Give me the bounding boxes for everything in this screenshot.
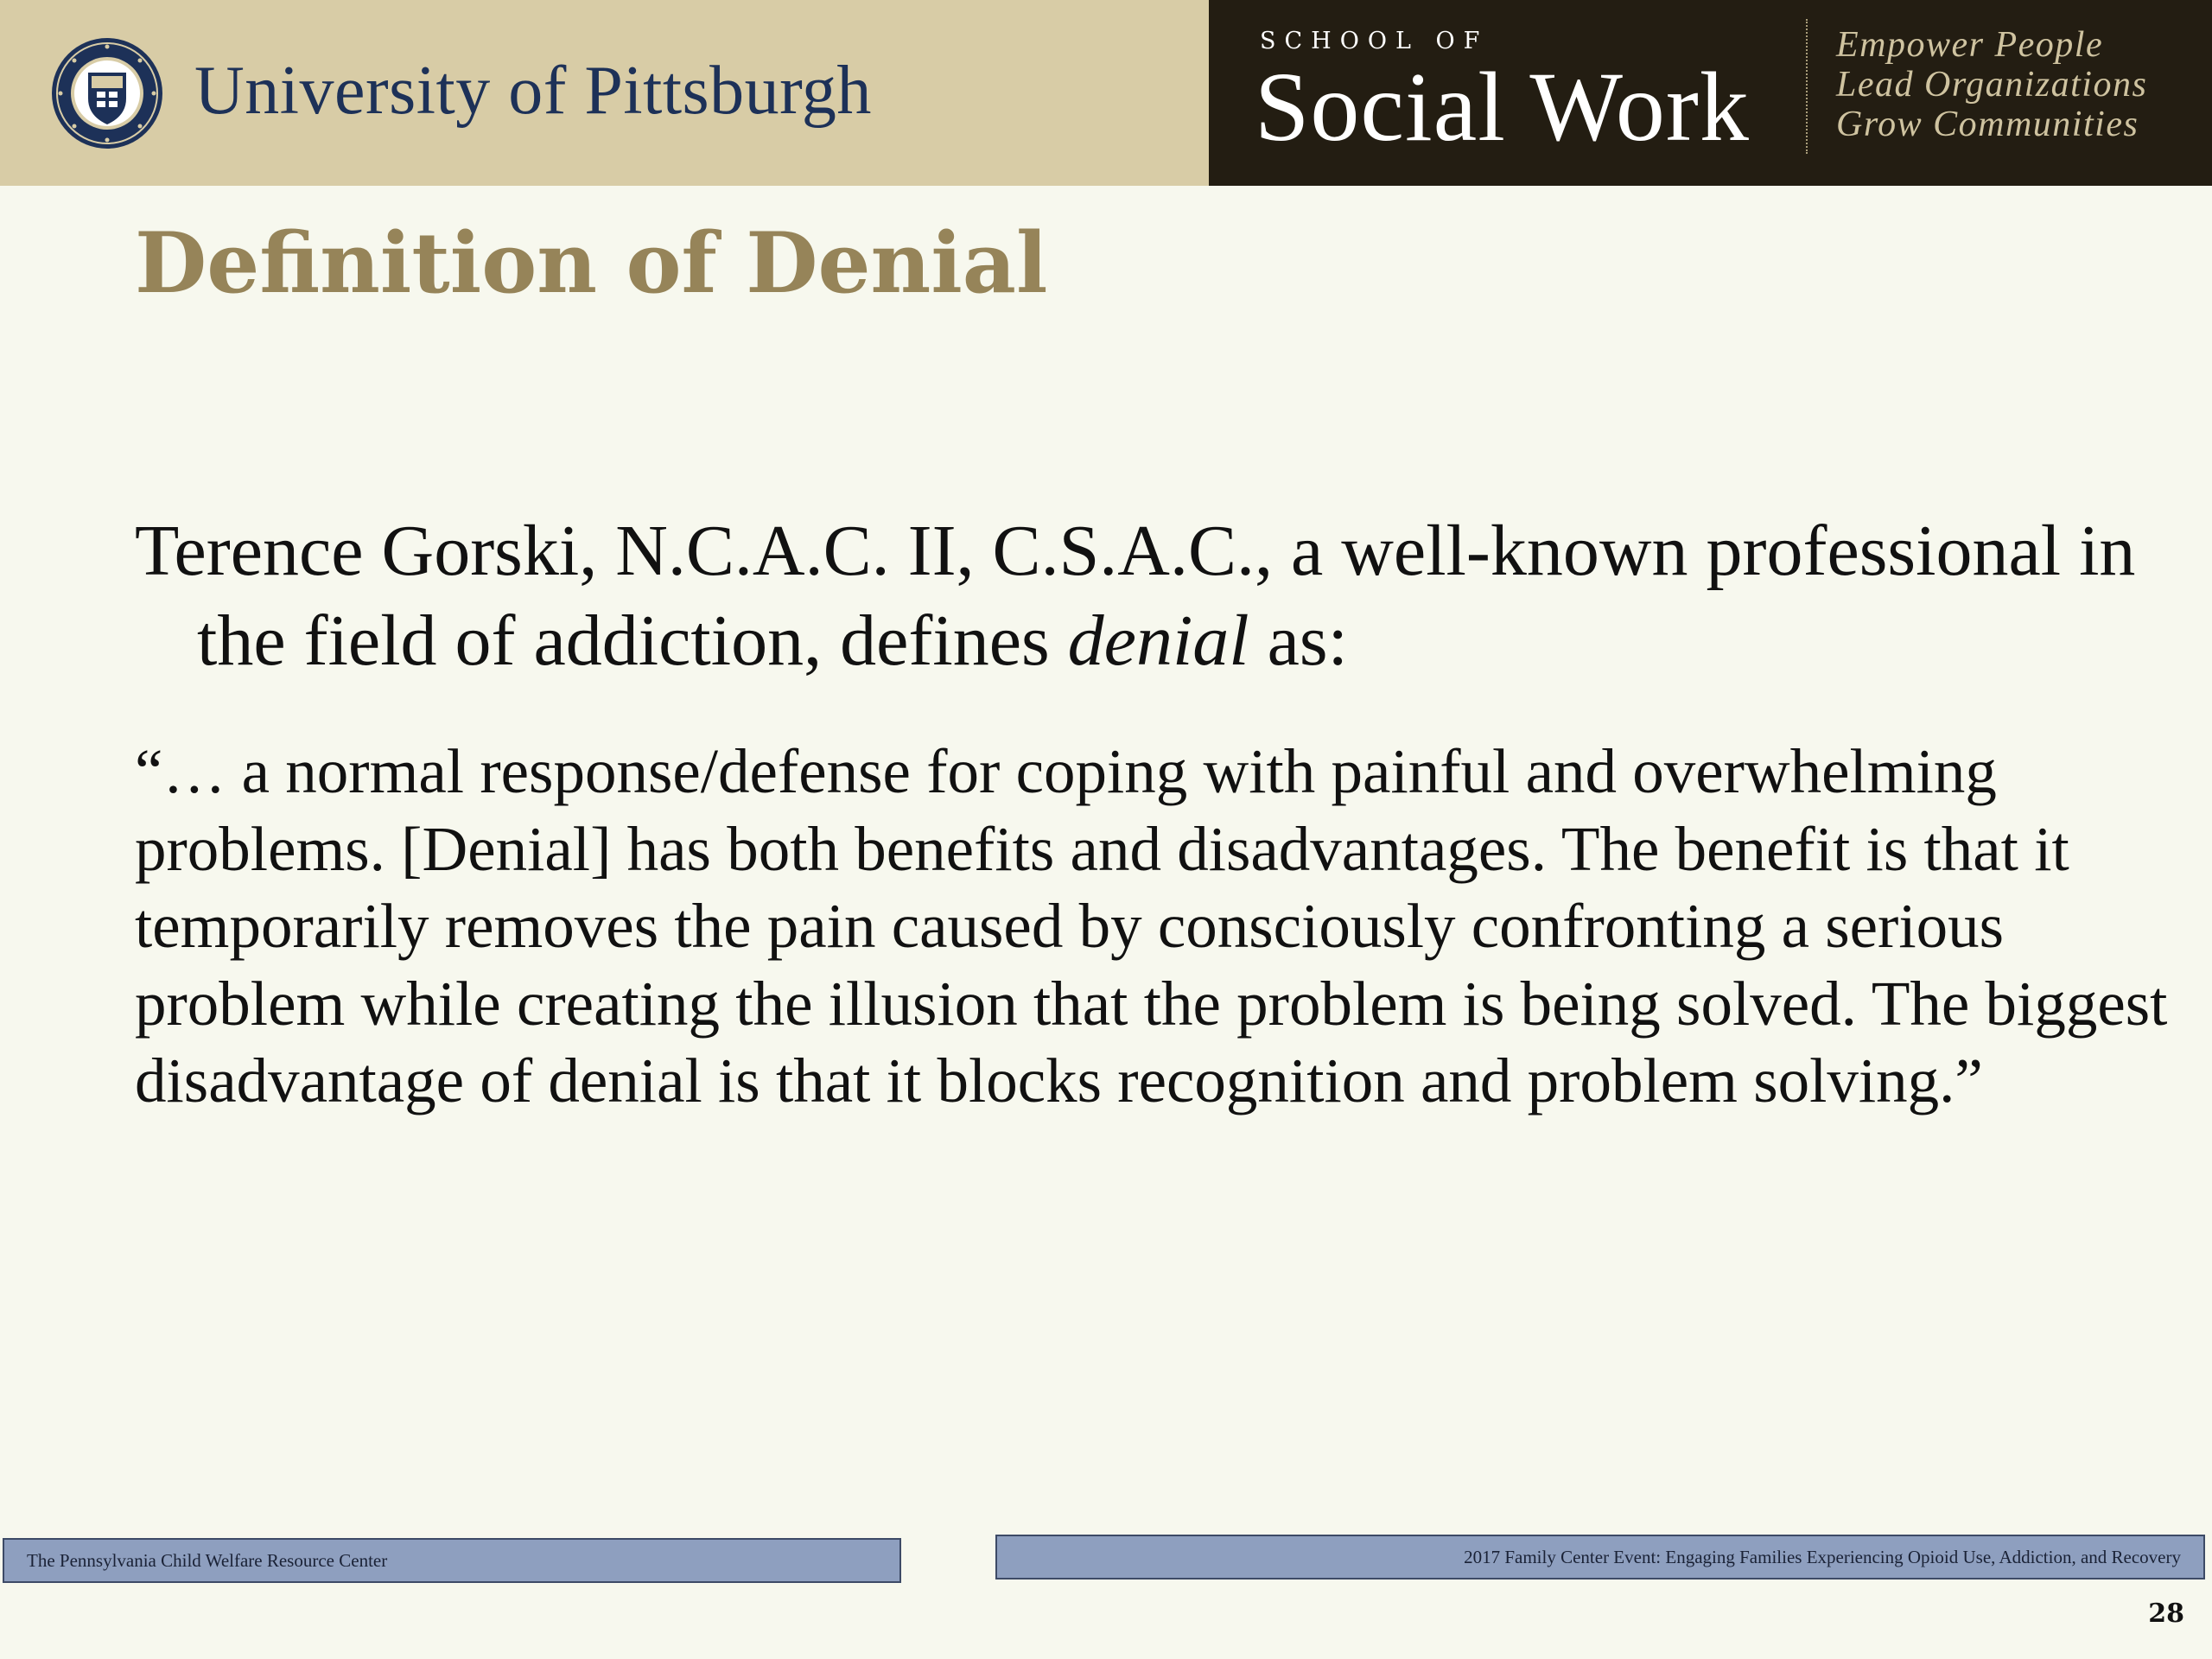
tagline-line-1: Empower People bbox=[1836, 25, 2104, 65]
university-banner bbox=[0, 0, 1209, 186]
intro-suffix: as: bbox=[1249, 601, 1348, 681]
university-seal-icon bbox=[50, 36, 164, 150]
university-name: University of Pittsburgh bbox=[194, 53, 872, 129]
header-divider bbox=[1806, 19, 1808, 154]
intro-paragraph bbox=[135, 506, 2167, 686]
intro-text: Terence Gorski, N.C.A.C. II, C.S.A.C., a well-known professional in the field of addiction, defines bbox=[135, 511, 2136, 681]
intro-emphasis: denial bbox=[1067, 601, 1249, 681]
school-of-label: SCHOOL OF bbox=[1260, 28, 1489, 54]
footer-left-banner: The Pennsylvania Child Welfare Resource Center bbox=[3, 1538, 901, 1583]
footer-right-banner: 2017 Family Center Event: Engaging Families Experiencing Opioid Use, Addiction, and Recovery bbox=[995, 1535, 2205, 1580]
tagline-line-2: Lead Organizations bbox=[1836, 65, 2148, 105]
school-name: Social Work bbox=[1255, 52, 1750, 162]
tagline-line-3: Grow Communities bbox=[1836, 105, 2139, 144]
page-number: 28 bbox=[2148, 1599, 2184, 1629]
definition-quote: “… a normal response/defense for coping with painful and overwhelming problems. [Denial] has both benefits and disadvantages. The benefit is that it temporarily removes the pain caused by consciously confronting a serious problem while creating the illusion that the problem is being solved. The biggest disadvantage of denial is that it blocks recognition and problem solving.” bbox=[135, 736, 2168, 1116]
slide-header bbox=[0, 0, 2212, 186]
slide-title: Definition of Denial bbox=[135, 214, 1048, 312]
